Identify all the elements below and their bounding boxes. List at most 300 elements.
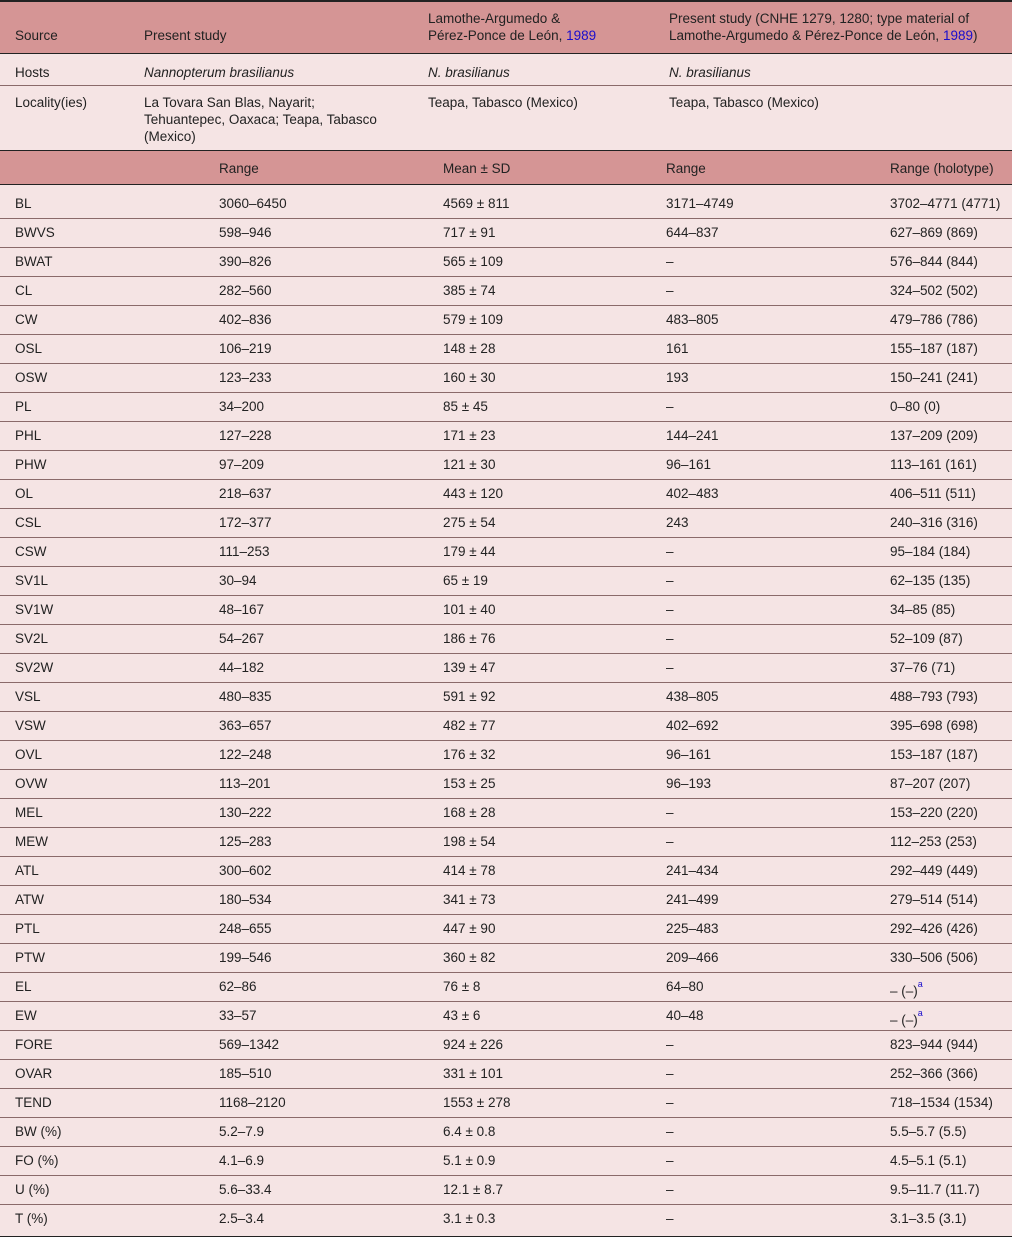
measure-label xyxy=(15,1096,52,1110)
measure-label-text: SV2W xyxy=(15,660,54,675)
lamothe-mean-sd-text: 5.1 ± 0.9 xyxy=(443,1153,496,1168)
lamothe-range-text: – xyxy=(666,283,674,298)
measure-label-text: SV1W xyxy=(15,602,54,617)
lamothe-range xyxy=(666,429,719,443)
measure-label xyxy=(15,980,32,994)
lamothe-mean-sd-text: 360 ± 82 xyxy=(443,950,496,965)
present-range-text: 199–546 xyxy=(219,950,272,965)
locality-label: Locality(ies) xyxy=(15,95,88,110)
holotype-range xyxy=(890,893,978,907)
lamothe-range-text: 402–692 xyxy=(666,718,719,733)
holotype-range xyxy=(890,197,1000,211)
lamothe-mean-sd-text: 139 ± 47 xyxy=(443,660,496,675)
holotype-range xyxy=(890,429,978,443)
holotype-range xyxy=(890,864,978,878)
present-range-text: 2.5–3.4 xyxy=(219,1211,265,1226)
footnote-marker[interactable]: a xyxy=(917,1008,923,1018)
measure-label-text: OVL xyxy=(15,747,43,762)
lamothe-mean-sd-text: 171 ± 23 xyxy=(443,428,496,443)
present-range-text: 33–57 xyxy=(219,1008,257,1023)
lamothe-mean-sd xyxy=(443,255,503,269)
col-type-line2 xyxy=(669,27,977,44)
lamothe-mean-sd xyxy=(443,922,495,936)
measure-label-text: OVAR xyxy=(15,1066,53,1081)
lamothe-mean-sd-text: 76 ± 8 xyxy=(443,979,481,994)
holotype-range xyxy=(890,313,978,327)
present-range-text: 3060–6450 xyxy=(219,196,287,211)
type-year-link[interactable]: 1989 xyxy=(942,28,973,43)
measure-label-text: FORE xyxy=(15,1037,53,1052)
present-range-text: 180–534 xyxy=(219,892,272,907)
holotype-range xyxy=(890,342,978,356)
measure-label-text: PTL xyxy=(15,921,40,936)
lamothe-mean-sd xyxy=(443,574,488,588)
lamothe-range-text: – xyxy=(666,805,674,820)
lamothe-range-text: 243 xyxy=(666,515,689,530)
measure-label xyxy=(15,429,41,443)
present-range-text: 34–200 xyxy=(219,399,265,414)
lamothe-mean-sd xyxy=(443,1125,495,1139)
lamothe-range xyxy=(666,632,674,646)
measure-label-text: OSW xyxy=(15,370,48,385)
table-row xyxy=(0,451,1012,480)
lamothe-range-text: 161 xyxy=(666,341,689,356)
table-row xyxy=(0,712,1012,741)
holotype-range xyxy=(890,748,978,762)
holotype-range-text: 479–786 (786) xyxy=(890,312,978,327)
present-range xyxy=(219,864,272,878)
lamothe-mean-sd xyxy=(443,197,509,211)
present-range xyxy=(219,1038,279,1052)
measure-label-text: ATW xyxy=(15,892,44,907)
lamothe-mean-sd-text: 414 ± 78 xyxy=(443,863,496,878)
lamothe-range-text: 402–483 xyxy=(666,486,719,501)
table-row xyxy=(0,480,1012,509)
lamothe-mean-sd xyxy=(443,545,495,559)
measure-label xyxy=(15,313,38,327)
lamothe-mean-sd-text: 121 ± 30 xyxy=(443,457,496,472)
measure-label xyxy=(15,197,32,211)
locality-type: Teapa, Tabasco (Mexico) xyxy=(669,95,819,110)
present-range xyxy=(219,371,272,385)
present-range xyxy=(219,429,272,443)
measure-label-text: MEW xyxy=(15,834,48,849)
lamothe-mean-sd xyxy=(443,603,495,617)
table-row xyxy=(0,306,1012,335)
measure-label xyxy=(15,574,48,588)
holotype-range xyxy=(890,690,978,704)
present-range xyxy=(219,835,272,849)
table-row xyxy=(0,683,1012,712)
measure-label-text: T (%) xyxy=(15,1211,48,1226)
holotype-range xyxy=(890,951,978,965)
measure-label xyxy=(15,1183,50,1197)
holotype-range xyxy=(890,632,963,646)
lamothe-range-text: 644–837 xyxy=(666,225,719,240)
lamothe-mean-sd xyxy=(443,226,495,240)
lamothe-range-text: – xyxy=(666,1182,674,1197)
lamothe-mean-sd xyxy=(443,313,503,327)
holotype-range xyxy=(890,371,978,385)
measure-label xyxy=(15,371,47,385)
subheader-range: Range xyxy=(219,161,259,176)
present-range-text: 97–209 xyxy=(219,457,265,472)
lamothe-range xyxy=(666,1183,674,1197)
holotype-range-text: 488–793 (793) xyxy=(890,689,978,704)
present-range xyxy=(219,922,272,936)
lamothe-range xyxy=(666,864,719,878)
col-type-authors: Lamothe-Argumedo & Pérez-Ponce de León, xyxy=(669,28,940,43)
lamothe-mean-sd xyxy=(443,893,495,907)
present-range-text: 30–94 xyxy=(219,573,257,588)
measure-label xyxy=(15,284,32,298)
lamothe-range-text: – xyxy=(666,602,674,617)
holotype-range xyxy=(890,255,978,269)
lamothe-range-text: – xyxy=(666,544,674,559)
holotype-range-text: 823–944 (944) xyxy=(890,1037,978,1052)
lamothe-mean-sd xyxy=(443,284,495,298)
holotype-range xyxy=(890,603,955,617)
lamothe-mean-sd xyxy=(443,371,495,385)
locality-present-line3: (Mexico) xyxy=(144,129,196,144)
lamothe-range xyxy=(666,690,719,704)
present-range xyxy=(219,1067,272,1081)
measure-label xyxy=(15,1154,59,1168)
lamothe-mean-sd xyxy=(443,1183,503,1197)
hosts-row xyxy=(0,56,1012,86)
present-range-text: 111–253 xyxy=(219,544,270,559)
lamothe-range-text: 241–434 xyxy=(666,863,719,878)
lamothe-mean-sd-text: 4569 ± 811 xyxy=(443,196,510,211)
table-row xyxy=(0,277,1012,306)
holotype-range-text: 87–207 (207) xyxy=(890,776,971,791)
present-range xyxy=(219,1009,257,1023)
table-row xyxy=(0,973,1012,1002)
present-range-text: 122–248 xyxy=(219,747,272,762)
present-range xyxy=(219,487,272,501)
lamothe-mean-sd-text: 179 ± 44 xyxy=(443,544,496,559)
table-row xyxy=(0,567,1012,596)
table-row xyxy=(0,915,1012,944)
lamothe-range xyxy=(666,226,719,240)
lamothe-range-text: 96–161 xyxy=(666,747,712,762)
measure-label-text: CW xyxy=(15,312,38,327)
measure-label-text: EL xyxy=(15,979,32,994)
table-row xyxy=(0,393,1012,422)
holotype-range-text: 112–253 (253) xyxy=(890,834,977,849)
lamothe-mean-sd-text: 385 ± 74 xyxy=(443,283,496,298)
present-range xyxy=(219,806,272,820)
holotype-range-text: 0–80 (0) xyxy=(890,399,941,414)
lamothe-range xyxy=(666,284,674,298)
measure-label xyxy=(15,1038,53,1052)
holotype-range xyxy=(890,1038,978,1052)
lamothe-range xyxy=(666,574,674,588)
lamothe-mean-sd-text: 924 ± 226 xyxy=(443,1037,503,1052)
table-body xyxy=(0,190,1012,1233)
col-lamothe-line2 xyxy=(428,27,596,44)
holotype-range-text: 718–1534 (1534) xyxy=(890,1095,993,1110)
holotype-range-text: 4.5–5.1 (5.1) xyxy=(890,1153,967,1168)
lamothe-range xyxy=(666,951,719,965)
holotype-range-text: 9.5–11.7 (11.7) xyxy=(890,1182,980,1197)
table-row xyxy=(0,596,1012,625)
holotype-range xyxy=(890,1067,978,1081)
measure-label xyxy=(15,1212,48,1226)
present-range xyxy=(219,516,272,530)
lamothe-range-text: 64–80 xyxy=(666,979,704,994)
lamothe-mean-sd-text: 565 ± 109 xyxy=(443,254,503,269)
present-range-text: 480–835 xyxy=(219,689,272,704)
lamothe-mean-sd xyxy=(443,1212,495,1226)
lamothe-mean-sd xyxy=(443,690,495,704)
lamothe-range xyxy=(666,255,674,269)
present-range-text: 248–655 xyxy=(219,921,272,936)
lamothe-range xyxy=(666,371,689,385)
lamothe-range-text: – xyxy=(666,254,674,269)
locality-present-line1: La Tovara San Blas, Nayarit; xyxy=(144,95,315,110)
lamothe-range xyxy=(666,545,674,559)
lamothe-range-text: 3171–4749 xyxy=(666,196,734,211)
present-range-text: 48–167 xyxy=(219,602,265,617)
lamothe-mean-sd-text: 85 ± 45 xyxy=(443,399,488,414)
table-row xyxy=(0,335,1012,364)
holotype-range xyxy=(890,545,970,559)
lamothe-mean-sd-text: 579 ± 109 xyxy=(443,312,503,327)
lamothe-mean-sd-text: 447 ± 90 xyxy=(443,921,496,936)
lamothe-range xyxy=(666,922,719,936)
locality-present xyxy=(144,94,377,145)
measure-label-text: OVW xyxy=(15,776,48,791)
measure-label-text: BW (%) xyxy=(15,1124,62,1139)
table-row xyxy=(0,1147,1012,1176)
lamothe-range-text: – xyxy=(666,834,674,849)
lamothe-mean-sd xyxy=(443,1067,503,1081)
present-range xyxy=(219,255,272,269)
lamothe-mean-sd xyxy=(443,719,495,733)
table-row xyxy=(0,799,1012,828)
table-row xyxy=(0,1002,1012,1031)
present-range-text: 62–86 xyxy=(219,979,257,994)
lamothe-mean-sd xyxy=(443,342,495,356)
lamothe-range xyxy=(666,893,719,907)
holotype-range-text: 292–426 (426) xyxy=(890,921,978,936)
measure-label xyxy=(15,864,39,878)
holotype-range xyxy=(890,806,978,820)
locality-present-line2: Tehuantepec, Oaxaca; Teapa, Tabasco xyxy=(144,112,377,127)
holotype-range-text: 113–161 (161) xyxy=(890,457,977,472)
measure-label-text: SV1L xyxy=(15,573,49,588)
lamothe-range xyxy=(666,313,719,327)
present-range xyxy=(219,980,257,994)
holotype-range-text: 395–698 (698) xyxy=(890,718,978,733)
holotype-range xyxy=(890,226,978,240)
lamothe-mean-sd-text: 176 ± 32 xyxy=(443,747,496,762)
footnote-marker[interactable]: a xyxy=(917,979,923,989)
present-range-text: 5.2–7.9 xyxy=(219,1124,265,1139)
holotype-range xyxy=(890,284,978,298)
table-row xyxy=(0,857,1012,886)
source-label: Source xyxy=(15,28,58,43)
hosts-label: Hosts xyxy=(15,65,50,80)
present-range-text: 363–657 xyxy=(219,718,272,733)
present-range-text: 172–377 xyxy=(219,515,272,530)
col-present-study: Present study xyxy=(144,28,227,43)
col-type-close: ) xyxy=(972,28,978,43)
table-row xyxy=(0,625,1012,654)
table-row xyxy=(0,538,1012,567)
lamothe-range xyxy=(666,777,711,791)
lamothe-range xyxy=(666,603,674,617)
table-row xyxy=(0,1205,1012,1233)
table-row xyxy=(0,1031,1012,1060)
header-rule xyxy=(0,53,1012,54)
table-row xyxy=(0,509,1012,538)
present-range xyxy=(219,197,287,211)
holotype-range xyxy=(890,980,923,999)
lamothe-mean-sd xyxy=(443,1038,503,1052)
lamothe-mean-sd-text: 331 ± 101 xyxy=(443,1066,503,1081)
table-row xyxy=(0,654,1012,683)
lamothe-range-text: – xyxy=(666,1211,674,1226)
measure-label-text: ATL xyxy=(15,863,39,878)
holotype-range-text: 153–220 (220) xyxy=(890,805,978,820)
measure-label xyxy=(15,400,32,414)
present-range xyxy=(219,313,272,327)
holotype-range xyxy=(890,835,977,849)
present-range-text: 402–836 xyxy=(219,312,272,327)
measure-label xyxy=(15,255,53,269)
present-range xyxy=(219,893,272,907)
measure-label-text: OSL xyxy=(15,341,43,356)
subheader-mean-sd: Mean ± SD xyxy=(443,161,511,176)
present-range xyxy=(219,777,271,791)
lamothe-mean-sd xyxy=(443,835,495,849)
present-range-text: 5.6–33.4 xyxy=(219,1182,272,1197)
lamothe-range-text: – xyxy=(666,631,674,646)
lamothe-mean-sd-text: 443 ± 120 xyxy=(443,486,503,501)
lamothe-range xyxy=(666,487,719,501)
present-range-text: 1168–2120 xyxy=(219,1095,286,1110)
holotype-range xyxy=(890,1009,923,1028)
lamothe-range xyxy=(666,1096,674,1110)
present-range xyxy=(219,458,264,472)
lamothe-range xyxy=(666,516,689,530)
lamothe-range-text: 193 xyxy=(666,370,689,385)
measure-label-text: TEND xyxy=(15,1095,52,1110)
locality-lamothe: Teapa, Tabasco (Mexico) xyxy=(428,95,578,110)
lamothe-mean-sd-text: 275 ± 54 xyxy=(443,515,496,530)
lamothe-range xyxy=(666,1009,704,1023)
col-type-line1: Present study (CNHE 1279, 1280; type material of xyxy=(669,11,970,26)
present-range-text: 4.1–6.9 xyxy=(219,1153,265,1168)
lamothe-mean-sd-text: 148 ± 28 xyxy=(443,341,496,356)
table-row xyxy=(0,1060,1012,1089)
lamothe-range-text: – xyxy=(666,1124,674,1139)
lamothe-range-text: 241–499 xyxy=(666,892,719,907)
holotype-range-text: 3702–4771 (4771) xyxy=(890,196,1001,211)
table-row xyxy=(0,1118,1012,1147)
lamothe-range-text: – xyxy=(666,1153,674,1168)
lamothe-mean-sd-text: 717 ± 91 xyxy=(443,225,496,240)
lamothe-mean-sd xyxy=(443,487,503,501)
lamothe-year-link[interactable]: 1989 xyxy=(566,28,597,43)
lamothe-mean-sd-text: 1553 ± 278 xyxy=(443,1095,511,1110)
lamothe-range-text: – xyxy=(666,399,674,414)
present-range xyxy=(219,545,270,559)
present-range-text: 130–222 xyxy=(219,805,272,820)
present-range-text: 113–201 xyxy=(219,776,271,791)
lamothe-mean-sd-text: 341 ± 73 xyxy=(443,892,496,907)
lamothe-range-text: 144–241 xyxy=(666,428,719,443)
subheader-range-2: Range xyxy=(666,161,706,176)
present-range-text: 218–637 xyxy=(219,486,272,501)
measure-label xyxy=(15,748,42,762)
holotype-range xyxy=(890,516,978,530)
present-range xyxy=(219,1183,272,1197)
table-row xyxy=(0,248,1012,277)
lamothe-mean-sd-text: 43 ± 6 xyxy=(443,1008,481,1023)
present-range xyxy=(219,400,264,414)
present-range xyxy=(219,1096,286,1110)
measure-label xyxy=(15,458,47,472)
measure-label-text: PTW xyxy=(15,950,45,965)
present-range-text: 300–602 xyxy=(219,863,272,878)
holotype-range-text: 279–514 (514) xyxy=(890,892,978,907)
col-type-material xyxy=(669,10,977,44)
measure-label-text: MEL xyxy=(15,805,43,820)
present-range xyxy=(219,1125,264,1139)
present-range xyxy=(219,951,272,965)
present-range xyxy=(219,342,272,356)
table-row xyxy=(0,219,1012,248)
measure-label xyxy=(15,487,33,501)
holotype-range-text: 150–241 (241) xyxy=(890,370,978,385)
lamothe-mean-sd xyxy=(443,1154,495,1168)
lamothe-mean-sd xyxy=(443,951,495,965)
lamothe-range xyxy=(666,1125,674,1139)
lamothe-range-text: 483–805 xyxy=(666,312,719,327)
measure-label-text: OL xyxy=(15,486,34,501)
measure-label xyxy=(15,226,55,240)
table-row xyxy=(0,828,1012,857)
holotype-range-text: – (–) xyxy=(890,983,918,999)
measure-label xyxy=(15,603,53,617)
holotype-range xyxy=(890,777,970,791)
hosts-type: N. brasilianus xyxy=(669,65,751,80)
present-range xyxy=(219,226,272,240)
lamothe-mean-sd-text: 101 ± 40 xyxy=(443,602,496,617)
lamothe-range-text: 96–193 xyxy=(666,776,712,791)
lamothe-range xyxy=(666,806,674,820)
measure-label-text: CL xyxy=(15,283,33,298)
lamothe-range-text: 225–483 xyxy=(666,921,719,936)
holotype-range-text: 153–187 (187) xyxy=(890,747,978,762)
present-range xyxy=(219,661,264,675)
table-row xyxy=(0,422,1012,451)
lamothe-range-text: – xyxy=(666,660,674,675)
present-range xyxy=(219,1212,264,1226)
holotype-range xyxy=(890,719,978,733)
measure-label-text: EW xyxy=(15,1008,37,1023)
present-range-text: 390–826 xyxy=(219,254,272,269)
holotype-range xyxy=(890,1096,993,1110)
measure-label xyxy=(15,690,41,704)
holotype-range-text: 252–366 (366) xyxy=(890,1066,978,1081)
measure-label xyxy=(15,545,47,559)
lamothe-range xyxy=(666,400,674,414)
lamothe-range xyxy=(666,835,674,849)
